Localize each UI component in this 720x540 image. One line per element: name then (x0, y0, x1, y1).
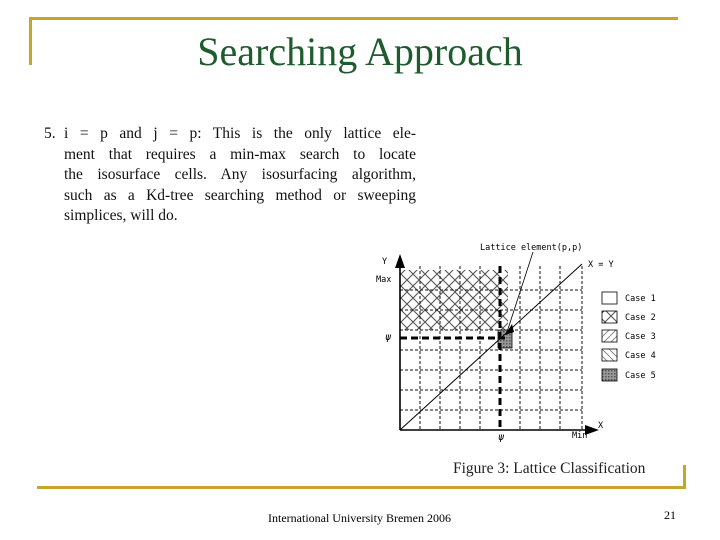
slide-title: Searching Approach (197, 29, 523, 74)
legend-swatch-case5 (602, 369, 617, 381)
bottom-rule-horizontal (37, 486, 683, 489)
legend-label-case1: Case 1 (625, 294, 656, 304)
item-line-5: simplices, will do. (64, 207, 178, 224)
item-line-3: the isosurface cells. Any isosurfacing algorithm, (64, 166, 416, 183)
item-line-2: ment that requires a min-max search to locate (64, 145, 416, 163)
legend-label-case5: Case 5 (625, 371, 656, 381)
label-lattice-element: Lattice element(p,p) (480, 243, 583, 253)
legend-swatch-case1 (602, 292, 617, 304)
item-line-4: such as a Kd-tree searching method or sweeping (64, 186, 416, 204)
legend-label-case3: Case 3 (625, 332, 656, 342)
label-psi-y: ψ (385, 332, 392, 343)
lattice-classification-figure (365, 238, 675, 453)
legend-swatch-case4 (602, 349, 617, 361)
list-item-5 (44, 124, 416, 227)
top-rule-horizontal (32, 17, 678, 20)
page-number: 21 (664, 508, 676, 522)
legend-label-case2: Case 2 (625, 313, 656, 323)
legend-label-case4: Case 4 (625, 351, 656, 361)
legend-swatch-case3 (602, 330, 617, 342)
bottom-rule-vertical (683, 465, 686, 489)
figure-caption: Figure 3: Lattice Classification (453, 460, 646, 477)
label-max: Max (376, 275, 392, 285)
label-x-axis: X (598, 421, 604, 431)
y-axis-arrow-icon (395, 254, 405, 268)
list-item-number: 5. (44, 125, 56, 142)
label-y-axis: Y (382, 257, 388, 267)
item-line-1: i = p and j = p: This is the only lattice ele- (64, 125, 416, 142)
label-min: Min (572, 431, 588, 441)
label-x-eq-y: X = Y (588, 260, 614, 270)
footer-text: International University Bremen 2006 (268, 511, 451, 525)
legend-swatch-case2 (602, 311, 617, 323)
label-psi-x: ψ (498, 432, 505, 443)
case2-region (400, 270, 508, 330)
legend (602, 292, 656, 381)
